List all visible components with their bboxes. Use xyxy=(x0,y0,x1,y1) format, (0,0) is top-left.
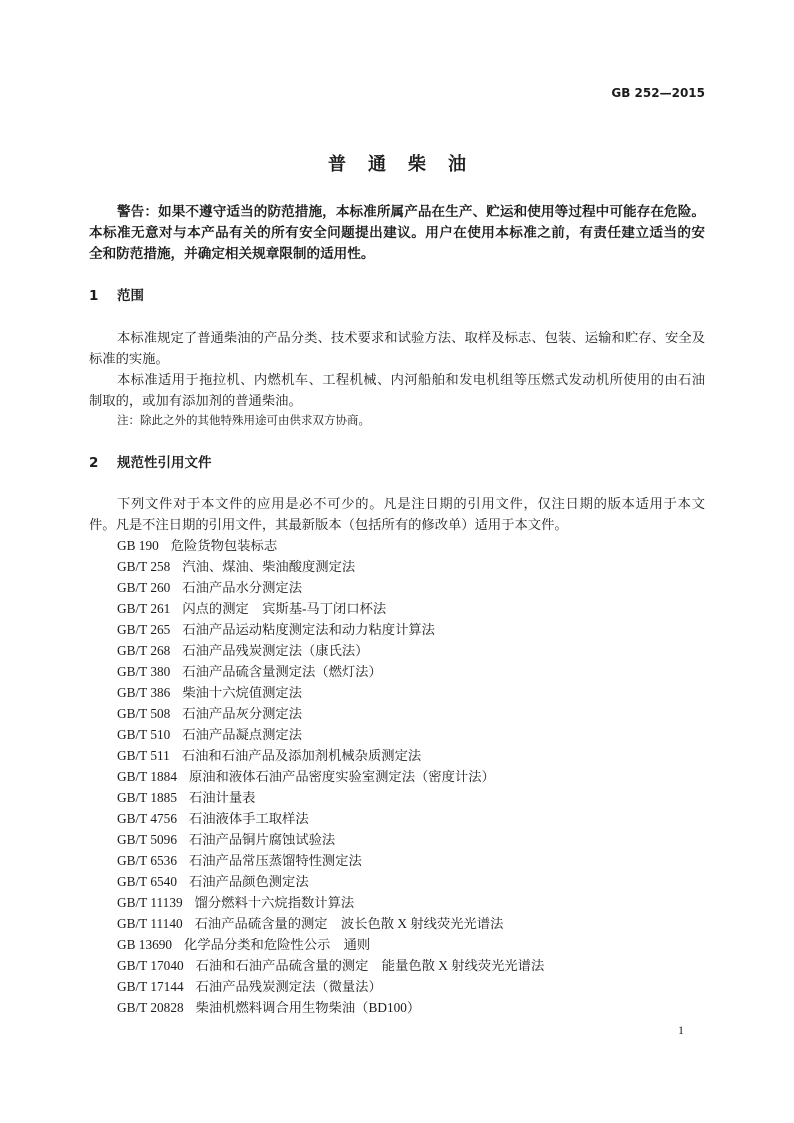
reference-code: GB 13690 xyxy=(117,936,173,952)
warning-paragraph xyxy=(89,202,705,265)
reference-item xyxy=(89,535,705,556)
reference-title: 汽油、煤油、柴油酸度测定法 xyxy=(182,558,356,574)
reference-item xyxy=(89,556,705,577)
reference-item xyxy=(89,703,705,724)
reference-title: 石油产品颜色测定法 xyxy=(188,873,309,889)
reference-item xyxy=(89,661,705,682)
reference-item xyxy=(89,766,705,787)
reference-title: 石油产品运动粘度测定法和动力粘度计算法 xyxy=(182,621,435,637)
reference-title: 原油和液体石油产品密度实验室测定法（密度计法） xyxy=(188,768,495,784)
reference-item xyxy=(89,619,705,640)
reference-item xyxy=(89,871,705,892)
reference-title: 石油产品水分测定法 xyxy=(182,579,302,595)
reference-code: GB/T 11139 xyxy=(117,894,183,910)
reference-code: GB/T 265 xyxy=(117,621,171,637)
reference-code: GB/T 20828 xyxy=(117,999,184,1015)
reference-item xyxy=(89,682,705,703)
reference-code: GB/T 508 xyxy=(117,705,171,721)
section-number: 2 xyxy=(89,454,99,471)
reference-code: GB/T 6540 xyxy=(117,873,177,889)
reference-code: GB/T 511 xyxy=(117,747,170,763)
section-heading xyxy=(89,286,705,307)
reference-item xyxy=(89,850,705,871)
reference-code: GB/T 6536 xyxy=(117,852,177,868)
reference-item xyxy=(89,745,705,766)
paragraph xyxy=(89,327,705,369)
paragraph-line: 件。凡是不注日期的引用文件，其最新版本（包括所有的修改单）适用于本文件。 xyxy=(89,516,568,532)
paragraph-line: 本标准规定了普通柴油的产品分类、技术要求和试验方法、取样及标志、包装、运输和贮存、安全及 xyxy=(117,329,705,345)
reference-item xyxy=(89,913,705,934)
paragraph-group xyxy=(89,327,705,411)
section-title: 规范性引用文件 xyxy=(117,454,212,471)
reference-code: GB/T 5096 xyxy=(117,831,177,847)
reference-code: GB/T 4756 xyxy=(117,810,177,826)
reference-title: 石油产品铜片腐蚀试验法 xyxy=(188,831,336,847)
reference-item xyxy=(89,976,705,997)
section-body xyxy=(89,327,705,432)
paragraph xyxy=(89,369,705,411)
reference-title: 石油和石油产品硫含量的测定 能量色散 X 射线荧光光谱法 xyxy=(195,957,545,973)
reference-title: 柴油十六烷值测定法 xyxy=(182,684,302,700)
note: 注：除此之外的其他特殊用途可由供求双方协商。 xyxy=(117,414,370,427)
reference-code: GB/T 1885 xyxy=(117,789,177,805)
reference-list xyxy=(89,535,705,1018)
reference-item xyxy=(89,724,705,745)
reference-code: GB/T 510 xyxy=(117,726,171,742)
reference-title: 馏分燃料十六烷指数计算法 xyxy=(194,894,355,910)
reference-title: 石油和石油产品及添加剂机械杂质测定法 xyxy=(181,747,422,763)
section-title: 范围 xyxy=(117,287,144,304)
reference-item xyxy=(89,892,705,913)
reference-title: 石油计量表 xyxy=(188,789,256,805)
paragraph-group xyxy=(89,493,705,535)
reference-code: GB/T 386 xyxy=(117,684,171,700)
warning-line: 本标准无意对与本产品有关的所有安全问题提出建议。用户在使用本标准之前，有责任建立适当的安 xyxy=(89,224,705,241)
reference-title: 石油产品硫含量测定法（燃灯法） xyxy=(182,663,382,679)
reference-title: 石油液体手工取样法 xyxy=(188,810,309,826)
reference-code: GB/T 261 xyxy=(117,600,171,616)
paragraph xyxy=(89,493,705,535)
reference-code: GB 190 xyxy=(117,537,159,553)
page-number: 1 xyxy=(678,1023,684,1037)
reference-code: GB/T 380 xyxy=(117,663,171,679)
reference-title: 石油产品凝点测定法 xyxy=(182,726,302,742)
section-number: 1 xyxy=(89,287,99,304)
warning-line: 警告：如果不遵守适当的防范措施，本标准所属产品在生产、贮运和使用等过程中可能存在危险。 xyxy=(117,203,705,220)
reference-item xyxy=(89,808,705,829)
warning-line: 全和防范措施，并确定相关规章限制的适用性。 xyxy=(89,245,375,262)
section-body xyxy=(89,493,705,1018)
reference-item xyxy=(89,934,705,955)
paragraph-line: 下列文件对于本文件的应用是必不可少的。凡是注日期的引用文件，仅注日期的版本适用于本文 xyxy=(117,495,705,511)
reference-code: GB/T 17040 xyxy=(117,957,184,973)
section-heading xyxy=(89,453,705,474)
paragraph-line: 本标准适用于拖拉机、内燃机车、工程机械、内河船舶和发电机组等压燃式发动机所使用的由石油 xyxy=(117,371,705,387)
paragraph-line: 制取的，或加有添加剂的普通柴油。 xyxy=(89,392,302,408)
reference-title: 石油产品硫含量的测定 波长色散 X 射线荧光光谱法 xyxy=(194,915,504,931)
reference-item xyxy=(89,787,705,808)
reference-title: 柴油机燃料调合用生物柴油（BD100） xyxy=(195,999,421,1015)
reference-code: GB/T 268 xyxy=(117,642,171,658)
reference-item xyxy=(89,829,705,850)
reference-title: 石油产品灰分测定法 xyxy=(182,705,302,721)
reference-item xyxy=(89,997,705,1018)
reference-code: GB/T 260 xyxy=(117,579,171,595)
reference-title: 石油产品常压蒸馏特性测定法 xyxy=(188,852,362,868)
reference-item xyxy=(89,955,705,976)
reference-title: 石油产品残炭测定法（微量法） xyxy=(195,978,382,994)
page-title: 普通柴油 xyxy=(328,154,488,175)
reference-title: 闪点的测定 宾斯基-马丁闭口杯法 xyxy=(182,600,387,616)
reference-title: 化学品分类和危险性公示 通则 xyxy=(184,936,371,952)
paragraph-line: 标准的实施。 xyxy=(89,350,169,366)
document-number: GB 252—2015 xyxy=(611,86,705,100)
reference-code: GB/T 258 xyxy=(117,558,171,574)
reference-code: GB/T 11140 xyxy=(117,915,183,931)
reference-item xyxy=(89,598,705,619)
reference-item xyxy=(89,640,705,661)
reference-item xyxy=(89,577,705,598)
reference-code: GB/T 17144 xyxy=(117,978,184,994)
reference-code: GB/T 1884 xyxy=(117,768,177,784)
reference-title: 石油产品残炭测定法（康氏法） xyxy=(182,642,369,658)
reference-title: 危险货物包装标志 xyxy=(170,537,278,553)
